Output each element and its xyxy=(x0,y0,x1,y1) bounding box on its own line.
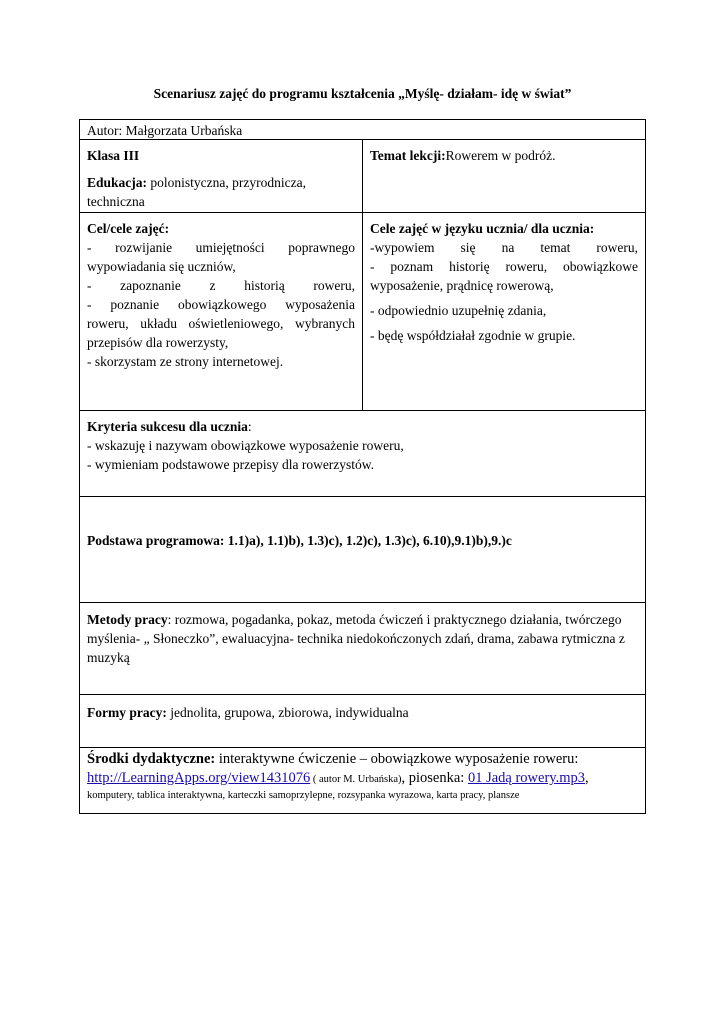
cele-ucznia-cell xyxy=(362,212,646,411)
metody-block xyxy=(87,610,638,667)
srodki-label: Środki dydaktyczne: xyxy=(87,751,216,767)
cele-item: roweru, układu oświetleniowego, wybranych xyxy=(87,316,355,331)
cele-ucznia-item: - poznam historię roweru, obowiązkowe xyxy=(370,259,638,274)
srodki-line-3: komputery, tablica interaktywna, karteczki samoprzylepne, rozsypanka wyrazowa, karta pracy, plansze xyxy=(87,790,520,801)
cele-ucznia-item: wyposażenie, prądnicę rowerową, xyxy=(370,278,554,293)
kryteria-colon: : xyxy=(247,419,252,434)
srodki-line1-text: interaktywne ćwiczenie – obowiązkowe wyposażenie roweru: xyxy=(215,751,579,767)
kryteria-label: Kryteria sukcesu dla ucznia xyxy=(87,419,248,434)
edukacja-block xyxy=(87,173,355,211)
klasa-label: Klasa III xyxy=(87,148,140,163)
comma: , xyxy=(585,770,589,786)
metody-label: Metody pracy xyxy=(87,612,168,627)
klasa-cell xyxy=(79,139,363,213)
srodki-cell xyxy=(79,747,646,814)
formy-value: jednolita, grupowa, zbiorowa, indywidualna xyxy=(166,705,409,720)
kryteria-cell xyxy=(79,410,646,497)
temat-value: Rowerem w podróż. xyxy=(445,148,556,163)
podstawa-text: Podstawa programowa: 1.1)a), 1.1)b), 1.3)c), 1.2)c), 1.3)c), 6.10),9.1)b),9.)c xyxy=(87,533,512,548)
podstawa-cell xyxy=(79,496,646,603)
kryteria-item: - wskazuję i nazywam obowiązkowe wyposażenie roweru, xyxy=(87,438,404,453)
cele-item: - skorzystam ze strony internetowej. xyxy=(87,354,284,369)
srodki-line-1 xyxy=(87,750,638,769)
author-row xyxy=(79,119,646,140)
cele-label: Cel/cele zajęć: xyxy=(87,221,170,236)
cele-item: - poznanie obowiązkowego wyposażenia xyxy=(87,297,355,312)
kryteria-item: - wymieniam podstawowe przepisy dla rowerzystów. xyxy=(87,457,375,472)
cele-ucznia-item: - odpowiednio uzupełnię zdania, xyxy=(370,303,547,318)
formy-label: Formy pracy: xyxy=(87,705,167,720)
cele-item: wypowiadania się uczniów, xyxy=(87,259,236,274)
cele-cell xyxy=(79,212,363,411)
author-note: ( autor M. Urbańska) xyxy=(310,774,402,785)
temat-cell xyxy=(362,139,646,213)
cele-item: - zapoznanie z historią roweru, xyxy=(87,278,355,293)
cele-item: przepisów dla rowerzysty, xyxy=(87,335,229,350)
edukacja-value: polonistyczna, przyrodnicza, techniczna xyxy=(87,175,306,209)
document-title: Scenariusz zajęć do programu kształcenia „Myślę- działam- idę w świat” xyxy=(153,86,572,101)
author-text: Autor: Małgorzata Urbańska xyxy=(87,123,243,138)
cele-ucznia-label: Cele zajęć w języku ucznia/ dla ucznia: xyxy=(370,221,595,236)
srodki-line-2 xyxy=(87,769,638,789)
kryteria-heading xyxy=(87,417,638,436)
song-link[interactable]: 01 Jadą rowery.mp3 xyxy=(467,770,586,786)
metody-value: : rozmowa, pogadanka, pokaz, metoda ćwiczeń i praktycznego działania, twórczego myślenia- „ Słoneczko”, ewaluacyjna- technika niedokończonych zdań, drama, zabawa rytmiczna z muzyką xyxy=(87,612,625,665)
learningapps-link[interactable]: http://LearningApps.org/view1431076 xyxy=(87,770,311,786)
edukacja-label: Edukacja: xyxy=(87,175,148,190)
metody-cell xyxy=(79,602,646,695)
piosenka-text: , piosenka: xyxy=(401,770,468,786)
temat-label: Temat lekcji: xyxy=(370,148,446,163)
cele-item: - rozwijanie umiejętności poprawnego xyxy=(87,240,355,255)
cele-ucznia-item: - będę współdziałał zgodnie w grupie. xyxy=(370,328,576,343)
formy-cell xyxy=(79,694,646,748)
cele-ucznia-item: -wypowiem się na temat roweru, xyxy=(370,240,638,255)
